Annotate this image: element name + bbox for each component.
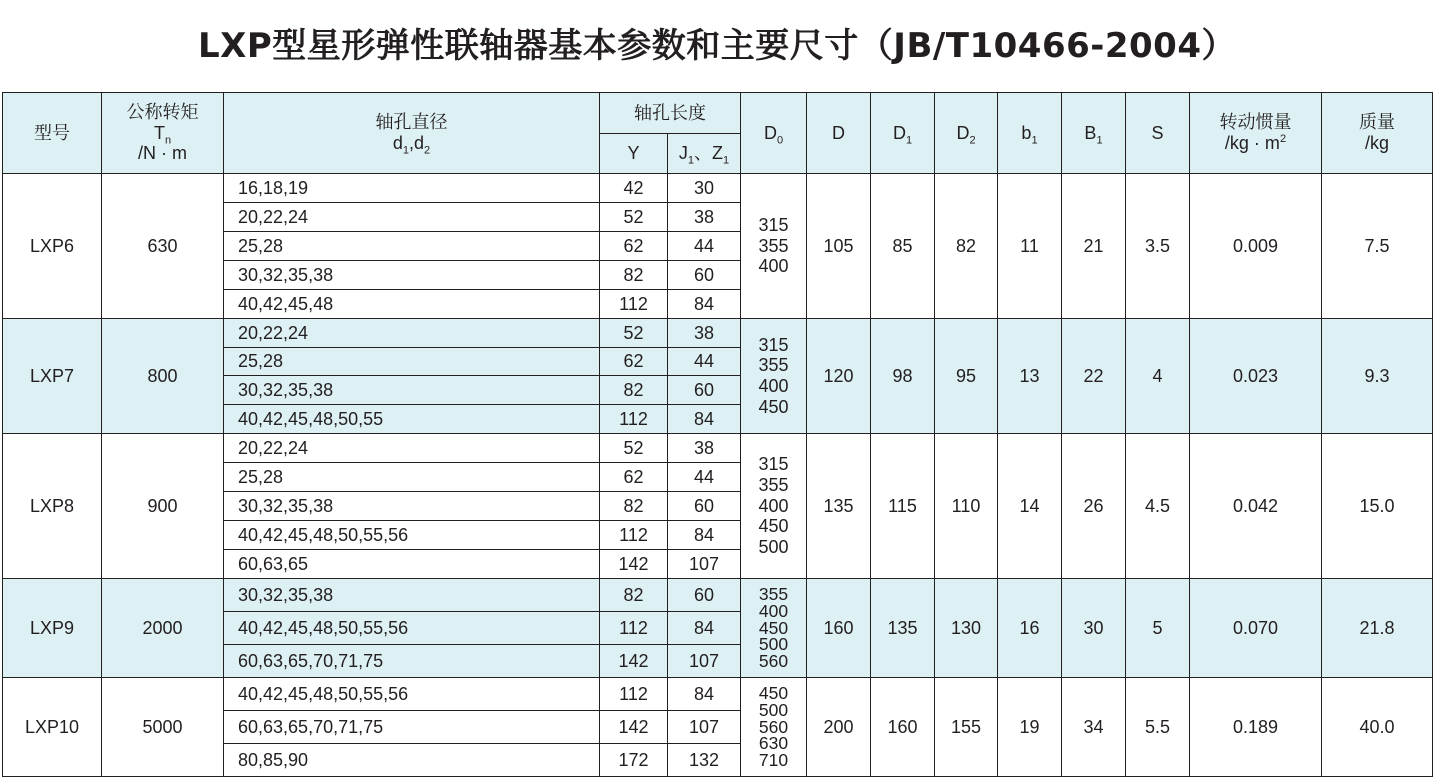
d-cell: 160 bbox=[807, 579, 871, 678]
header-bb1: $B_1$ bbox=[1062, 93, 1126, 174]
torque-cell: 2000 bbox=[102, 579, 224, 678]
d-cell: 135 bbox=[807, 434, 871, 579]
length-jz-cell: 60 bbox=[668, 579, 741, 612]
spec-table bbox=[2, 92, 1433, 777]
table-row bbox=[3, 174, 1433, 203]
table-row bbox=[3, 319, 1433, 348]
length-y-cell: 52 bbox=[600, 434, 668, 463]
length-jz-cell: 44 bbox=[668, 348, 741, 376]
b1-cell: 13 bbox=[998, 319, 1062, 434]
d0-value: 315 bbox=[758, 214, 789, 235]
bore-diameter-cell: 40,42,45,48,50,55,56 bbox=[224, 678, 600, 711]
b1-cell: 19 bbox=[998, 678, 1062, 777]
length-jz-cell: 107 bbox=[668, 711, 741, 744]
inertia-cell: 0.189 bbox=[1190, 678, 1322, 777]
inertia-cell: 0.009 bbox=[1190, 174, 1322, 319]
header-b1: $b_1$ bbox=[998, 93, 1062, 174]
d-cell: 200 bbox=[807, 678, 871, 777]
header-d: D bbox=[807, 93, 871, 174]
d0-value: 355 bbox=[758, 584, 789, 604]
d0-value: 560 bbox=[758, 651, 789, 672]
d0-value: 500 bbox=[758, 634, 789, 655]
length-y-cell: 82 bbox=[600, 579, 668, 612]
d0-value: 630 bbox=[758, 733, 789, 754]
bb1-cell: 22 bbox=[1062, 319, 1126, 434]
length-jz-cell: 84 bbox=[668, 521, 741, 550]
length-jz-cell: 132 bbox=[668, 744, 741, 777]
bore-diameter-cell: 30,32,35,38 bbox=[224, 579, 600, 612]
length-jz-cell: 107 bbox=[668, 550, 741, 579]
d2-cell: 95 bbox=[935, 319, 998, 434]
header-bore-diameter: 轴孔直径 $d_1,d_2$ bbox=[224, 93, 600, 174]
page-title: LXP型星形弹性联轴器基本参数和主要尺寸（JB/T10466-2004） bbox=[198, 26, 1236, 66]
d0-value: 560 bbox=[758, 716, 789, 737]
bore-diameter-cell: 40,42,45,48,50,55,56 bbox=[224, 521, 600, 550]
torque-cell: 900 bbox=[102, 434, 224, 579]
b1-cell: 11 bbox=[998, 174, 1062, 319]
length-y-cell: 62 bbox=[600, 463, 668, 492]
d-cell: 105 bbox=[807, 174, 871, 319]
d0-value: 710 bbox=[758, 750, 789, 771]
header-d2: $D_2$ bbox=[935, 93, 998, 174]
d0-value: 450 bbox=[758, 516, 789, 537]
bb1-cell: 26 bbox=[1062, 434, 1126, 579]
mass-cell: 15.0 bbox=[1322, 434, 1433, 579]
table-row bbox=[3, 678, 1433, 711]
bore-diameter-cell: 40,42,45,48,50,55,56 bbox=[224, 612, 600, 645]
length-jz-cell: 44 bbox=[668, 463, 741, 492]
d0-cell bbox=[741, 579, 807, 678]
bb1-cell: 34 bbox=[1062, 678, 1126, 777]
d0-cell bbox=[741, 434, 807, 579]
model-cell: LXP9 bbox=[3, 579, 102, 678]
model-cell: LXP8 bbox=[3, 434, 102, 579]
length-jz-cell: 38 bbox=[668, 434, 741, 463]
bore-diameter-cell: 30,32,35,38 bbox=[224, 261, 600, 290]
bore-diameter-cell: 60,63,65 bbox=[224, 550, 600, 579]
mass-cell: 9.3 bbox=[1322, 319, 1433, 434]
table-row bbox=[3, 434, 1433, 463]
length-y-cell: 42 bbox=[600, 174, 668, 203]
bore-diameter-cell: 80,85,90 bbox=[224, 744, 600, 777]
d2-cell: 155 bbox=[935, 678, 998, 777]
length-jz-cell: 84 bbox=[668, 678, 741, 711]
length-jz-cell: 30 bbox=[668, 174, 741, 203]
header-torque: 公称转矩 $T_n$ /N · m bbox=[102, 93, 224, 174]
bore-diameter-cell: 30,32,35,38 bbox=[224, 492, 600, 521]
header-inertia: 转动惯量 $/kg \cdot m^2$ bbox=[1190, 93, 1322, 174]
bore-diameter-cell: 20,22,24 bbox=[224, 319, 600, 348]
bore-diameter-cell: 25,28 bbox=[224, 463, 600, 492]
d0-value: 400 bbox=[758, 256, 789, 277]
d1-cell: 115 bbox=[871, 434, 935, 579]
length-y-cell: 62 bbox=[600, 232, 668, 261]
bore-diameter-cell: 16,18,19 bbox=[224, 174, 600, 203]
b1-cell: 16 bbox=[998, 579, 1062, 678]
length-y-cell: 112 bbox=[600, 405, 668, 434]
d1-cell: 135 bbox=[871, 579, 935, 678]
header-s: S bbox=[1126, 93, 1190, 174]
torque-cell: 630 bbox=[102, 174, 224, 319]
bore-diameter-cell: 40,42,45,48,50,55 bbox=[224, 405, 600, 434]
length-y-cell: 52 bbox=[600, 203, 668, 232]
torque-cell: 800 bbox=[102, 319, 224, 434]
d0-value: 450 bbox=[758, 396, 789, 417]
d1-cell: 98 bbox=[871, 319, 935, 434]
d2-cell: 82 bbox=[935, 174, 998, 319]
bore-diameter-cell: 40,42,45,48 bbox=[224, 290, 600, 319]
d1-cell: 160 bbox=[871, 678, 935, 777]
d0-value: 315 bbox=[758, 454, 789, 475]
s-cell: 5 bbox=[1126, 579, 1190, 678]
mass-cell: 7.5 bbox=[1322, 174, 1433, 319]
model-cell: LXP7 bbox=[3, 319, 102, 434]
length-y-cell: 112 bbox=[600, 521, 668, 550]
d0-value: 500 bbox=[758, 699, 789, 720]
s-cell: 5.5 bbox=[1126, 678, 1190, 777]
d2-cell: 110 bbox=[935, 434, 998, 579]
mass-cell: 21.8 bbox=[1322, 579, 1433, 678]
header-model: 型号 bbox=[3, 93, 102, 174]
d0-cell bbox=[741, 319, 807, 434]
length-y-cell: 82 bbox=[600, 492, 668, 521]
length-y-cell: 52 bbox=[600, 319, 668, 348]
header-jz: $J_1$、$Z_1$ bbox=[668, 134, 741, 174]
length-y-cell: 172 bbox=[600, 744, 668, 777]
header-y: Y bbox=[600, 134, 668, 174]
length-jz-cell: 107 bbox=[668, 645, 741, 678]
d0-value: 450 bbox=[758, 617, 789, 638]
length-y-cell: 112 bbox=[600, 290, 668, 319]
bore-diameter-cell: 30,32,35,38 bbox=[224, 376, 600, 405]
bore-diameter-cell: 25,28 bbox=[224, 232, 600, 261]
s-cell: 3.5 bbox=[1126, 174, 1190, 319]
length-y-cell: 142 bbox=[600, 711, 668, 744]
bore-diameter-cell: 60,63,65,70,71,75 bbox=[224, 645, 600, 678]
d0-value: 450 bbox=[758, 683, 789, 703]
length-jz-cell: 84 bbox=[668, 612, 741, 645]
d-cell: 120 bbox=[807, 319, 871, 434]
d0-value: 400 bbox=[758, 376, 789, 396]
bb1-cell: 30 bbox=[1062, 579, 1126, 678]
bb1-cell: 21 bbox=[1062, 174, 1126, 319]
b1-cell: 14 bbox=[998, 434, 1062, 579]
d0-value: 500 bbox=[758, 537, 789, 558]
d2-cell: 130 bbox=[935, 579, 998, 678]
header-d0: $D_0$ bbox=[741, 93, 807, 174]
torque-cell: 5000 bbox=[102, 678, 224, 777]
model-cell: LXP6 bbox=[3, 174, 102, 319]
length-jz-cell: 84 bbox=[668, 290, 741, 319]
d0-value: 400 bbox=[758, 495, 789, 516]
length-jz-cell: 38 bbox=[668, 203, 741, 232]
d0-cell bbox=[741, 678, 807, 777]
length-y-cell: 82 bbox=[600, 376, 668, 405]
length-jz-cell: 60 bbox=[668, 492, 741, 521]
header-bore-length: 轴孔长度 bbox=[600, 93, 741, 134]
length-y-cell: 112 bbox=[600, 612, 668, 645]
length-y-cell: 62 bbox=[600, 348, 668, 376]
d0-value: 355 bbox=[758, 355, 789, 376]
bore-diameter-cell: 25,28 bbox=[224, 348, 600, 376]
header-d1: $D_1$ bbox=[871, 93, 935, 174]
bore-diameter-cell: 20,22,24 bbox=[224, 203, 600, 232]
length-y-cell: 112 bbox=[600, 678, 668, 711]
d0-value: 400 bbox=[758, 600, 789, 621]
bore-diameter-cell: 60,63,65,70,71,75 bbox=[224, 711, 600, 744]
length-jz-cell: 38 bbox=[668, 319, 741, 348]
model-cell: LXP10 bbox=[3, 678, 102, 777]
length-jz-cell: 44 bbox=[668, 232, 741, 261]
mass-cell: 40.0 bbox=[1322, 678, 1433, 777]
d0-value: 355 bbox=[758, 474, 789, 495]
header-mass: 质量 /kg bbox=[1322, 93, 1433, 174]
inertia-cell: 0.070 bbox=[1190, 579, 1322, 678]
s-cell: 4.5 bbox=[1126, 434, 1190, 579]
d0-value: 355 bbox=[758, 235, 789, 256]
length-jz-cell: 84 bbox=[668, 405, 741, 434]
inertia-cell: 0.023 bbox=[1190, 319, 1322, 434]
d0-cell bbox=[741, 174, 807, 319]
s-cell: 4 bbox=[1126, 319, 1190, 434]
length-jz-cell: 60 bbox=[668, 261, 741, 290]
length-jz-cell: 60 bbox=[668, 376, 741, 405]
inertia-cell: 0.042 bbox=[1190, 434, 1322, 579]
bore-diameter-cell: 20,22,24 bbox=[224, 434, 600, 463]
length-y-cell: 82 bbox=[600, 261, 668, 290]
table-body bbox=[3, 174, 1433, 777]
length-y-cell: 142 bbox=[600, 645, 668, 678]
d1-cell: 85 bbox=[871, 174, 935, 319]
length-y-cell: 142 bbox=[600, 550, 668, 579]
table-row bbox=[3, 579, 1433, 612]
d0-value: 315 bbox=[758, 334, 789, 355]
